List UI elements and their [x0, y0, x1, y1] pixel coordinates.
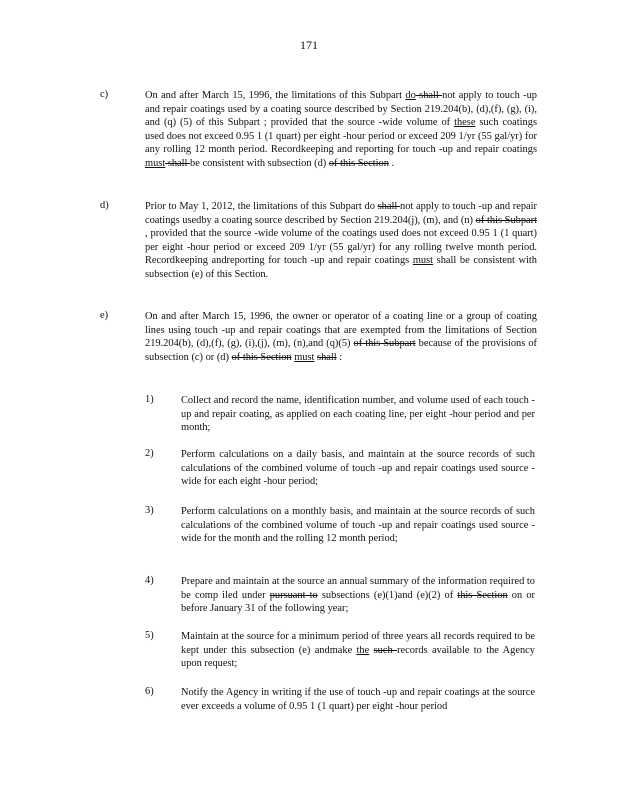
text-run: records available to the Agency upon request; [181, 644, 535, 669]
text-run: On and after March 15, 1996, the limitations of this Subpart [145, 90, 406, 101]
item-label: e) [100, 310, 109, 321]
inserted-text: do [405, 90, 416, 101]
subitem-body [181, 575, 535, 616]
text-run: Prior to May 1, 2012, the limitations of this Subpart do [145, 201, 378, 212]
text-run: subsections (e)(1)and (e)(2) of [317, 589, 458, 601]
subitem-label: 1) [145, 394, 154, 405]
item-label: d) [100, 200, 109, 211]
text-run: not apply to touch -up and repair coatings usedby a coating source described by Section 219.204(j), (m), and (n) [145, 201, 537, 226]
page-number: 171 [300, 38, 318, 52]
item-body [145, 310, 537, 364]
deleted-text: pursuant to [269, 589, 318, 601]
subitem-body [181, 686, 535, 713]
deleted-text: this Section [457, 589, 508, 601]
subitem-label: 3) [145, 505, 154, 516]
text-run: Prepare and maintain at the source an annual summary of the information required to be comp iled under [181, 576, 535, 601]
inserted-text: must [294, 351, 315, 363]
subitem-body [181, 505, 535, 546]
inserted-text: must [412, 255, 434, 266]
item-body [145, 89, 537, 170]
text-run: , provided that the source -wide volume of the coatings used does not exceed 0.95 1 (1 quart) per eight -hour period or exceed 209 1/yr (55 gal/yr) for any rolling twelve month period. Recordkeeping andreporting for touch -up and repair coatings [145, 228, 537, 266]
deleted-text: shall [415, 90, 443, 101]
subitem-body [181, 448, 535, 489]
subitem-body [181, 394, 535, 435]
item-label: c) [100, 89, 109, 100]
text-run: Notify the Agency in writing if the use of touch -up and repair coatings at the source ever exceeds a volume of 0.95 1 (1 quart) per eight -hour period [181, 687, 535, 712]
subitem-label: 2) [145, 448, 154, 459]
subitem-label: 5) [145, 630, 154, 641]
deleted-text: shall [377, 201, 400, 212]
subitem-label: 6) [145, 686, 154, 697]
text-run: Perform calculations on a monthly basis, and maintain at the source records of such calculations of the combined volume of touch -up and repair coatings used source -wide for the month and the rolling 12 month period; [181, 506, 535, 544]
item-body [145, 200, 537, 281]
text-run: shall be consistent with subsection (e) of this Section. [145, 255, 537, 280]
inserted-text: must [145, 157, 166, 169]
subitem-label: 4) [145, 575, 154, 586]
text-run: not apply to touch -up and repair coatings used by a coating source described by Section 219.204(b), (d),(f), (g), (i), and (q) (5) of this Subpart ; provided that the source -wide volume of [145, 90, 537, 128]
text-run: such coatings used does not exceed 0.95 1 (1 quart) per eight -hour period or exceed 209 1/yr (55 gal/yr) for any rolling 12 month period. Recordkeeping and reporting for touch -up and repair coatings [145, 117, 537, 155]
deleted-text: shall [317, 351, 337, 363]
text-run: because of the provisions of subsection (c) or (d) [145, 338, 537, 363]
deleted-text: such [373, 644, 398, 656]
text-run: on or before January 31 of the following year; [181, 589, 535, 614]
inserted-text: the [356, 644, 370, 656]
inserted-text: these [454, 117, 476, 128]
text-run: Perform calculations on a daily basis, and maintain at the source records of such calculations of the combined volume of touch -up and repair coatings used source -wide for each eight -hour period; [181, 449, 535, 487]
deleted-text: shall [165, 157, 191, 169]
deleted-text: of this Section [231, 351, 292, 363]
text-run: On and after March 15, 1996, the owner or operator of a coating line or a group of coating lines using touch -up and repair coatings that are exempted from the limitations of Section 219.204(b), (d),(f), (g), (i),(j), (m), (n),and (q)(5) [145, 311, 537, 349]
text-run: : [336, 351, 343, 363]
text-run: Maintain at the source for a minimum period of three years all records required to be kept under this subsection (e) andmake [181, 631, 535, 656]
text-run: be consistent with subsection (d) [190, 157, 329, 169]
subitem-body [181, 630, 535, 671]
deleted-text: of this Subpart [475, 214, 538, 226]
deleted-text: of this Subpart [353, 338, 416, 349]
deleted-text: of this Section [328, 157, 389, 169]
text-run: . [388, 157, 395, 169]
text-run: Collect and record the name, identification number, and volume used of each touch -up and repair coating, as applied on each coating line, per eight -hour period and per month; [181, 395, 535, 433]
